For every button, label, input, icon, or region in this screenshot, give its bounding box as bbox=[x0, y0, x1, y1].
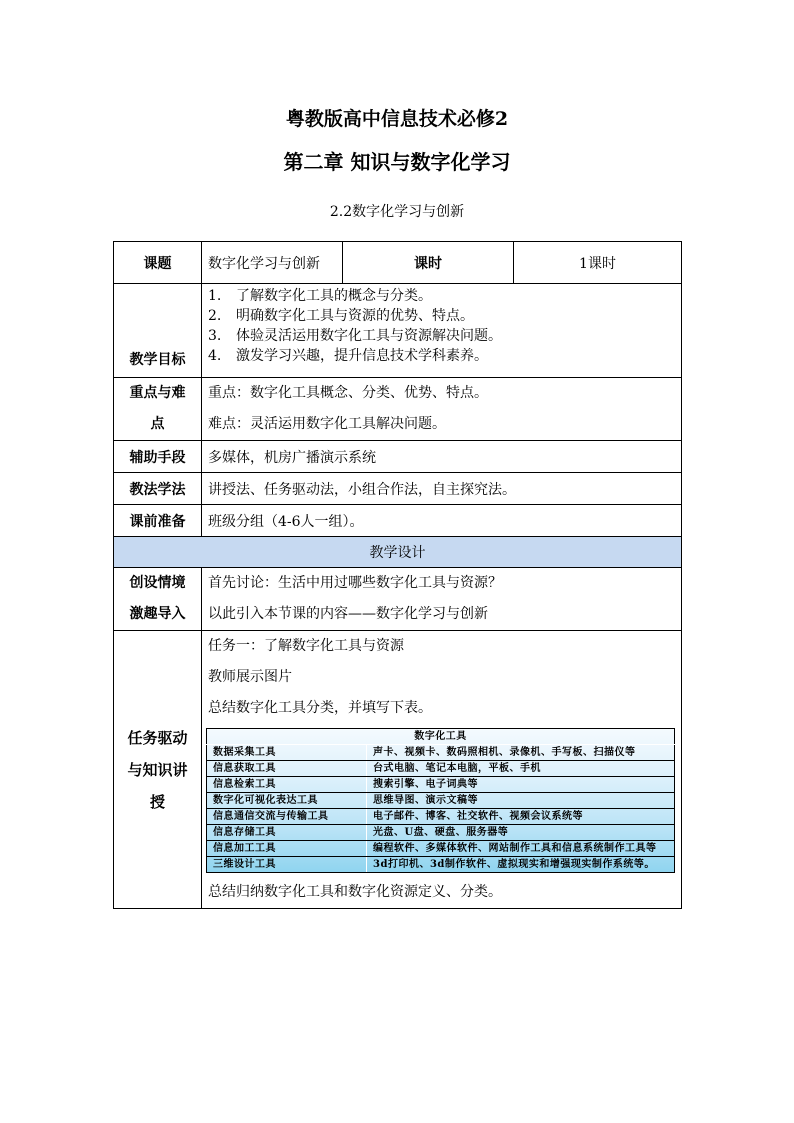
intro-row bbox=[114, 568, 682, 631]
goal-text: 激发学习兴趣，提升信息技术学科素养。 bbox=[236, 348, 488, 364]
tools-row bbox=[207, 761, 675, 777]
tools-header: 数字化工具 bbox=[207, 729, 675, 745]
tool-category: 信息检索工具 bbox=[207, 777, 367, 793]
aids-value: 多媒体，机房广播演示系统 bbox=[202, 441, 682, 473]
book-title: 粤教版高中信息技术必修2 bbox=[285, 108, 509, 130]
goal-text: 体验灵活运用数字化工具与资源解决问题。 bbox=[236, 328, 502, 344]
aids-label: 辅助手段 bbox=[114, 441, 202, 473]
topic-value: 数字化学习与创新 bbox=[202, 242, 343, 284]
tool-examples: 电子邮件、博客、社交软件、视频会议系统等 bbox=[367, 809, 675, 825]
key-cell bbox=[202, 378, 682, 441]
tools-row bbox=[207, 841, 675, 857]
methods-row bbox=[114, 473, 682, 505]
chapter-title: 第二章 知识与数字化学习 bbox=[283, 150, 511, 174]
tools-header-row bbox=[207, 729, 675, 745]
lesson-plan-table bbox=[113, 241, 682, 909]
task-label-line1: 任务驱动 bbox=[127, 728, 188, 747]
key-row bbox=[114, 378, 682, 441]
task-line-2: 教师展示图片 bbox=[208, 669, 292, 685]
task-label bbox=[114, 631, 202, 909]
goal-number: 3. bbox=[208, 328, 222, 344]
tool-examples: 思维导图、演示文稿等 bbox=[367, 793, 675, 809]
prep-value: 班级分组（4-6人一组）。 bbox=[202, 505, 682, 537]
tool-category: 信息存储工具 bbox=[207, 825, 367, 841]
hours-value: 1课时 bbox=[514, 242, 682, 284]
goals-row bbox=[114, 284, 682, 378]
tool-examples: 3d打印机、3d制作软件、虚拟现实和增强现实制作系统等。 bbox=[367, 857, 675, 873]
task-row bbox=[114, 631, 682, 909]
design-header-row bbox=[114, 537, 682, 568]
tool-category: 信息通信交流与传输工具 bbox=[207, 809, 367, 825]
task-label-line2: 与知识讲 bbox=[127, 760, 188, 779]
intro-label-line2: 激趣导入 bbox=[129, 606, 186, 622]
tools-row bbox=[207, 809, 675, 825]
topic-label: 课题 bbox=[114, 242, 202, 284]
tools-row bbox=[207, 825, 675, 841]
goal-number: 4. bbox=[208, 348, 222, 364]
tool-examples: 光盘、U盘、硬盘、服务器等 bbox=[367, 825, 675, 841]
key-label bbox=[114, 378, 202, 441]
goal-item bbox=[208, 286, 675, 306]
prep-row bbox=[114, 505, 682, 537]
goal-text: 了解数字化工具的概念与分类。 bbox=[236, 288, 432, 304]
topic-row bbox=[114, 242, 682, 284]
design-section-title: 教学设计 bbox=[114, 537, 682, 568]
task-summary: 总结归纳数字化工具和数字化资源定义、分类。 bbox=[208, 884, 502, 900]
tools-row bbox=[207, 777, 675, 793]
hours-label: 课时 bbox=[343, 242, 514, 284]
tool-category: 数据采集工具 bbox=[207, 745, 367, 761]
methods-value: 讲授法、任务驱动法，小组合作法，自主探究法。 bbox=[202, 473, 682, 505]
task-line-1: 任务一：了解数字化工具与资源 bbox=[208, 638, 404, 654]
intro-label bbox=[114, 568, 202, 631]
intro-line-1: 首先讨论：生活中用过哪些数字化工具与资源？ bbox=[208, 575, 502, 591]
key-label-line1: 重点与难 bbox=[129, 385, 186, 401]
goals-cell bbox=[202, 284, 682, 378]
aids-row bbox=[114, 441, 682, 473]
task-label-line3: 授 bbox=[149, 792, 165, 811]
tools-row bbox=[207, 793, 675, 809]
goal-item bbox=[208, 306, 675, 326]
goals-label: 教学目标 bbox=[114, 284, 202, 378]
tool-category: 信息获取工具 bbox=[207, 761, 367, 777]
tools-table bbox=[206, 728, 675, 873]
tools-row bbox=[207, 745, 675, 761]
goal-number: 2. bbox=[208, 308, 222, 324]
goal-item bbox=[208, 326, 675, 346]
goals-list bbox=[208, 286, 675, 366]
methods-label: 教法学法 bbox=[114, 473, 202, 505]
task-cell bbox=[202, 631, 682, 909]
task-line-3: 总结数字化工具分类，并填写下表。 bbox=[208, 700, 432, 716]
goal-number: 1. bbox=[208, 288, 222, 304]
difficult-point: 难点：灵活运用数字化工具解决问题。 bbox=[208, 416, 446, 432]
tool-examples: 声卡、视频卡、数码照相机、录像机、手写板、扫描仪等 bbox=[367, 745, 675, 761]
intro-line-2: 以此引入本节课的内容——数字化学习与创新 bbox=[208, 606, 488, 622]
tool-examples: 台式电脑、笔记本电脑，平板、手机 bbox=[367, 761, 675, 777]
intro-label-line1: 创设情境 bbox=[129, 575, 186, 591]
tool-category: 数字化可视化表达工具 bbox=[207, 793, 367, 809]
key-point: 重点：数字化工具概念、分类、优势、特点。 bbox=[208, 385, 488, 401]
key-label-line2: 点 bbox=[150, 416, 165, 432]
prep-label: 课前准备 bbox=[114, 505, 202, 537]
intro-cell bbox=[202, 568, 682, 631]
tool-examples: 编程软件、多媒体软件、网站制作工具和信息系统制作工具等 bbox=[367, 841, 675, 857]
goal-text: 明确数字化工具与资源的优势、特点。 bbox=[236, 308, 474, 324]
tool-category: 三维设计工具 bbox=[207, 857, 367, 873]
tools-row bbox=[207, 857, 675, 873]
tool-category: 信息加工工具 bbox=[207, 841, 367, 857]
tool-examples: 搜索引擎、电子词典等 bbox=[367, 777, 675, 793]
section-title: 2.2数字化学习与创新 bbox=[329, 204, 465, 220]
goal-item bbox=[208, 346, 675, 366]
